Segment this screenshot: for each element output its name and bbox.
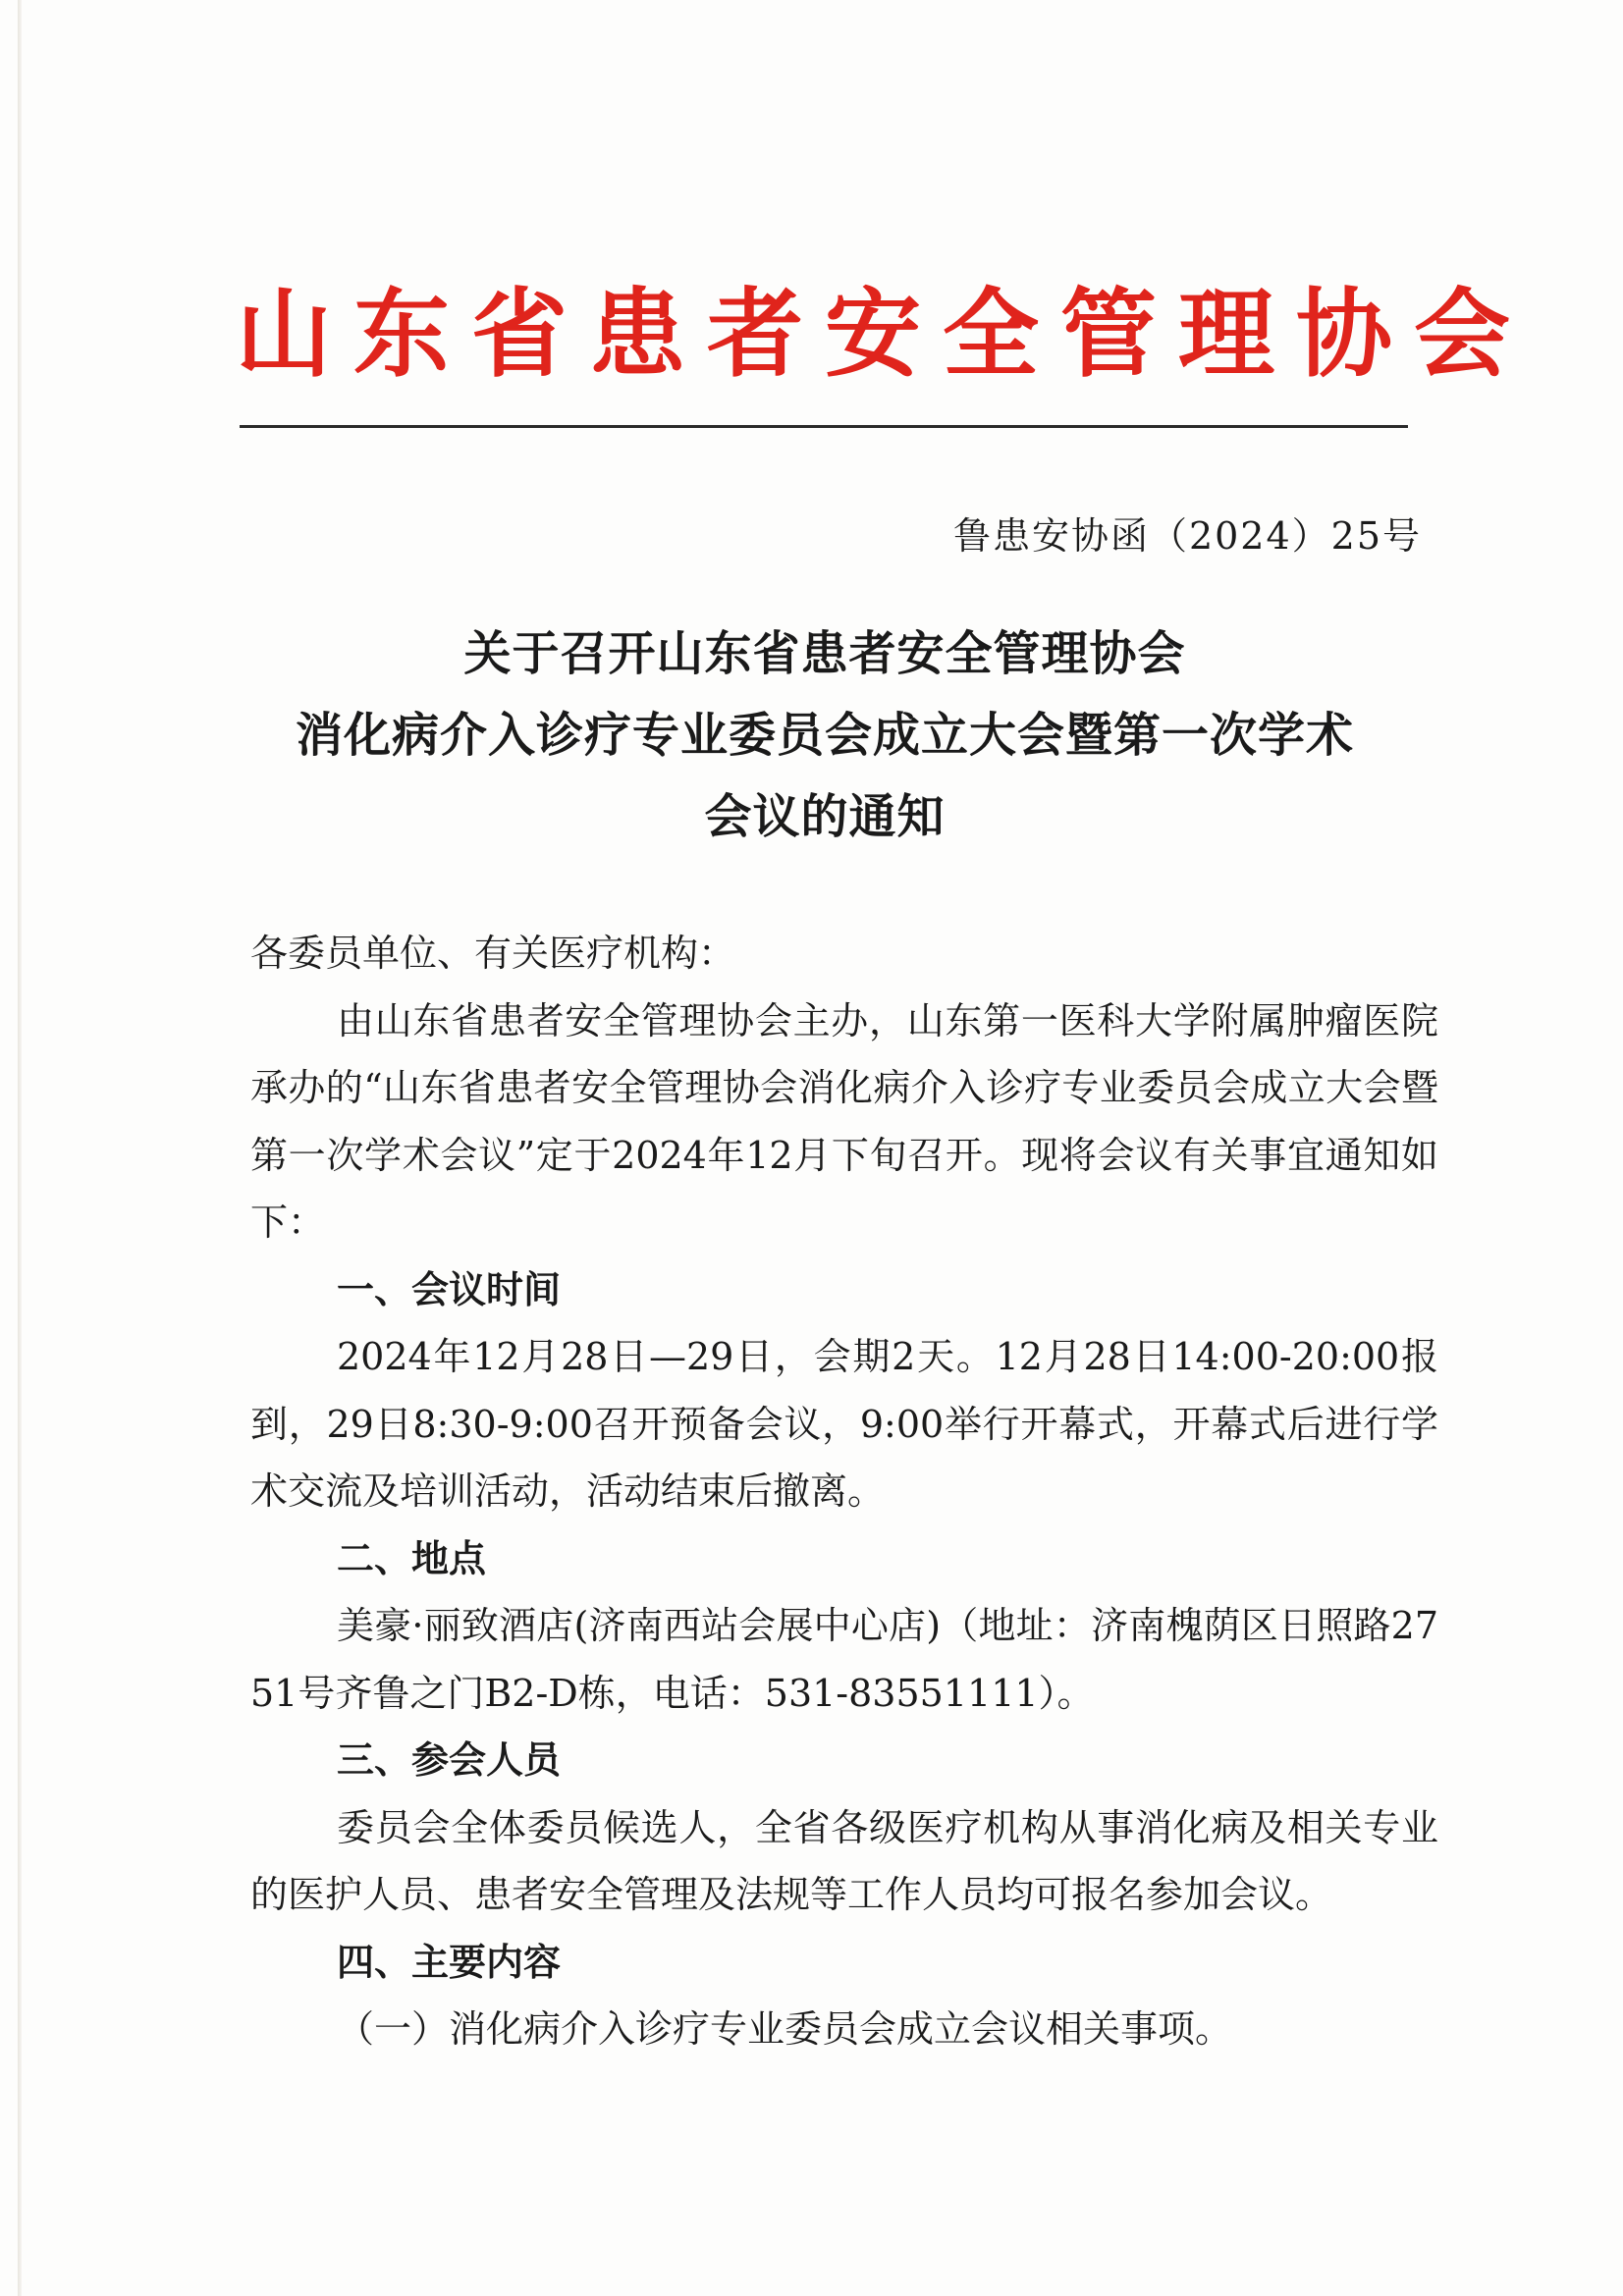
letterhead-org-name: 山东省患者安全管理协会: [236, 278, 1533, 391]
section-heading-attendees: 三、参会人员: [337, 1737, 562, 1782]
salutation: 各委员单位、有关医疗机构：: [250, 932, 736, 975]
section-heading-time: 一、会议时间: [337, 1266, 562, 1311]
section-paragraph-location: 美豪·丽致酒店(济南西站会展中心店)（地址：济南槐荫区日照路2751号齐鲁之门B2-D栋，电话：531-83551111）。: [250, 1604, 1438, 1715]
section-paragraph-time: 2024年12月28日—29日，会期2天。12月28日14:00-20:00报到，29日8:30-9:00召开预备会议，9:00举行开幕式，开幕式后进行学术交流及培训活动，活动结束后撤离。: [250, 1335, 1438, 1513]
document-body: [250, 920, 1438, 2063]
scan-edge-shadow: [18, 0, 22, 2296]
section-paragraph-attendees: 委员会全体委员候选人，全省各级医疗机构从事消化病及相关专业的医护人员、患者安全管理及法规等工作人员均可报名参加会议。: [250, 1805, 1438, 1916]
document-title: [216, 614, 1434, 858]
title-line-2: 消化病介入诊疗专业委员会成立大会暨第一次学术: [295, 708, 1354, 763]
intro-paragraph: 由山东省患者安全管理协会主办，山东第一医科大学附属肿瘤医院承办的“山东省患者安全管理协会消化病介入诊疗专业委员会成立大会暨第一次学术会议”定于2024年12月下旬召开。现将会议有关事宜通知如下：: [250, 998, 1438, 1244]
section-heading-content: 四、主要内容: [337, 1939, 562, 1984]
document-number: 鲁患安协函（2024）25号: [952, 514, 1422, 558]
section-heading-location: 二、地点: [337, 1535, 487, 1580]
letterhead-divider: [240, 425, 1408, 428]
title-line-1: 关于召开山东省患者安全管理协会: [463, 626, 1186, 681]
title-line-3: 会议的通知: [704, 789, 946, 844]
section-paragraph-content: （一）消化病介入诊疗专业委员会成立会议相关事项。: [337, 2007, 1233, 2051]
